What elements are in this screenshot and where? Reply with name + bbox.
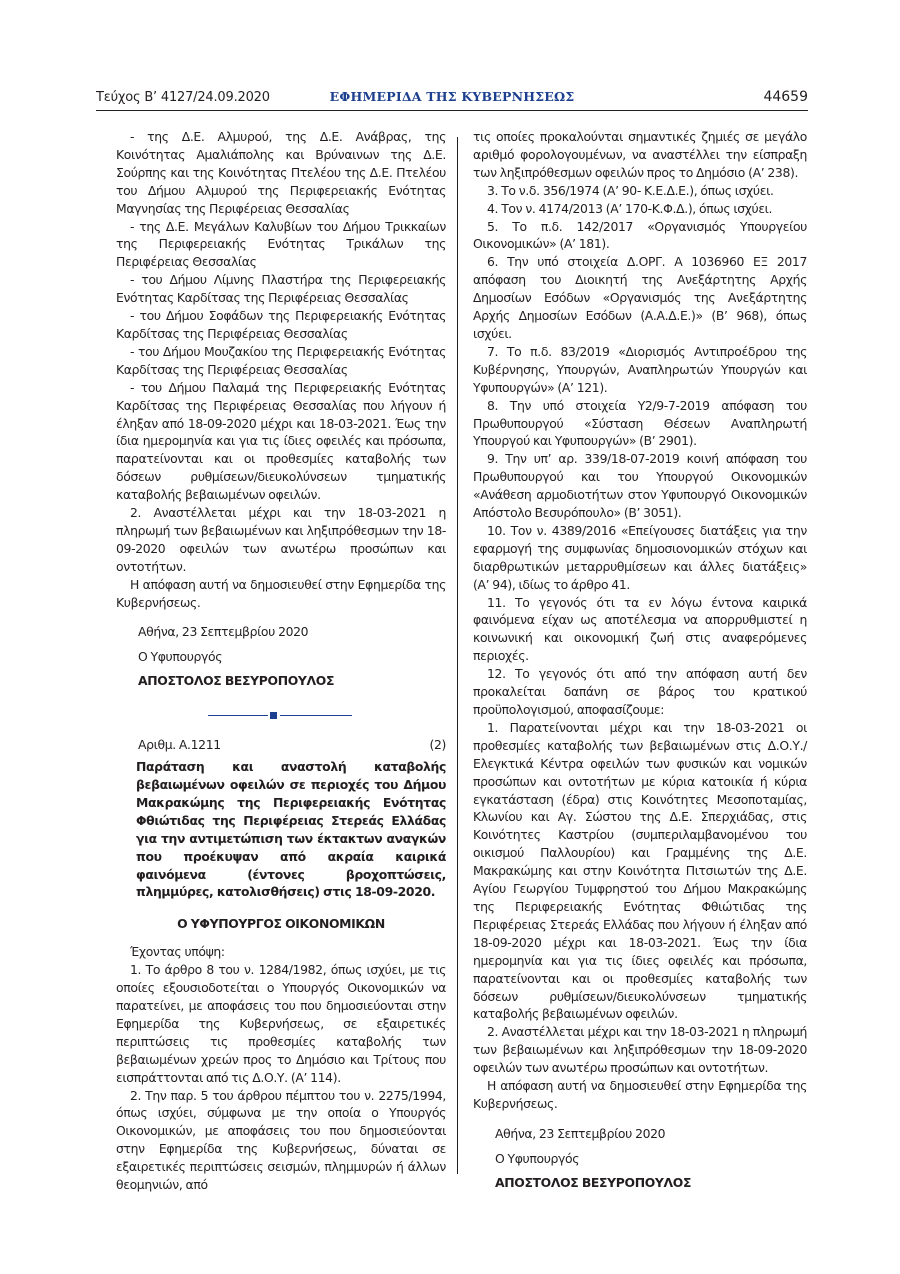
- paragraph: 1. Παρατείνονται μέχρι και την 18-03-2021 οι προθεσμίες καταβολής των βεβαιωμένων στις Δ.Ο.Υ./Ελεγκτικά Κέντρα οφειλών των φυσικών και νομικών προσώπων και οντοτήτων με κύρια κατοικία ή κύρια εγκατάσταση (έδρα) στις Κοινότητες Μεσοποταμίας, Κλωνίου και Αγ. Σώστου της Δ.Ε. Σπερχιάδας, στις Κοινότητες Καστρίου (συμπεριλαμβανομένου του οικισμού Παλλουρίου) και Γραμμένης της Δ.Ε. Μακρακώμης και στην Κοινότητα Πιτσιωτών της Δ.Ε. Αγίου Γεωργίου Τυμφρηστού του Δήμου Μακρακώμης της Περιφερειακής Ενότητας Φθιώτιδας της Περιφέρειας Στερεάς Ελλάδας που λήγουν ή έληξαν από 18-09-2020 μέχρι και 18-03-2021. Έως την ίδια ημερομηνία και για τις ίδιες οφειλές και πρόσωπα, παρατείνονται και οι προθεσμίες καταβολής των δόσεων ρυθμίσεων/διευκολύνσεων τμηματικής καταβολής βεβαιωμένων οφειλών.: [473, 719, 807, 1022]
- paragraph: - της Δ.Ε. Μεγάλων Καλυβίων του Δήμου Τρικκαίων της Περιφερειακής Ενότητας Τρικάλων της Περιφέρειας Θεσσαλίας: [116, 218, 446, 270]
- paragraph: - του Δήμου Λίμνης Πλαστήρα της Περιφερειακής Ενότητας Καρδίτσας της Περιφέρειας Θεσσαλίας: [116, 272, 446, 306]
- separator-line: [280, 715, 352, 716]
- decision-title: Παράταση και αναστολή καταβολής βεβαιωμένων οφειλών σε περιοχές του Δήμου Μακρακώμης της Περιφερειακής Ενότητας Φθιώτιδας της Περιφέρειας Στερεάς Ελλάδας για την αντιμετώπιση των έκτακτων αναγκών που προέκυψαν από ακραία καιρικά φαινόμενα (έντονες βροχοπτώσεις, πλημμύρες, κατολισθήσεις) στις 18-09-2020.: [136, 759, 446, 900]
- signature-date: Αθήνα, 23 Σεπτεμβρίου 2020: [495, 1125, 666, 1141]
- paragraph: 3. Το ν.δ. 356/1974 (Α’ 90- Κ.Ε.Δ.Ε.), όπως ισχύει.: [487, 182, 774, 198]
- paragraph: 8. Την υπό στοιχεία Υ2/9-7-2019 απόφαση του Πρωθυπουργού «Σύσταση Θέσεων Αναπληρωτή Υπουργού και Υφυπουργών» (Β’ 2901).: [473, 397, 807, 449]
- paragraph: Η απόφαση αυτή να δημοσιευθεί στην Εφημερίδα της Κυβερνήσεως.: [116, 576, 446, 610]
- minister-heading: Ο ΥΦΥΠΟΥΡΓΟΣ ΟΙΚΟΝΟΜΙΚΩΝ: [177, 916, 385, 932]
- header-rule: [96, 110, 808, 111]
- paragraph: 6. Την υπό στοιχεία Δ.ΟΡΓ. Α 1036960 ΕΞ 2017 απόφαση του Διοικητή της Ανεξάρτητης Αρχής Δημοσίων Εσόδων «Οργανισμός της Ανεξάρτητης Αρχής Δημοσίων Εσόδων (Α.Α.Δ.Ε.)» (Β’ 968), όπως ισχύει.: [473, 254, 807, 341]
- paragraph: 9. Την υπ’ αρ. 339/18-07-2019 κοινή απόφαση του Πρωθυπουργού και του Υπουργού Οικονομικών «Ανάθεση αρμοδιοτήτων στον Υφυπουργό Οικονομικών Απόστολο Βεσυρόπουλο» (Β’ 3051).: [473, 451, 807, 521]
- paragraph: - του Δήμου Σοφάδων της Περιφερειακής Ενότητας Καρδίτσας της Περιφέρειας Θεσσαλίας: [116, 308, 446, 341]
- left-column: [116, 128, 446, 1194]
- paragraph: 2. Αναστέλλεται μέχρι και την 18-03-2021 η πληρωμή των βεβαιωμένων και ληξιπρόθεσμων την 18-09-2020 οφειλών των ανωτέρω προσώπων και οντοτήτων.: [473, 1024, 807, 1076]
- paragraph: 4. Τον ν. 4174/2013 (Α’ 170-Κ.Φ.Δ.), όπως ισχύει.: [487, 200, 773, 216]
- signature-role: Ο Υφυπουργός: [138, 649, 223, 665]
- column-divider: [457, 137, 458, 1174]
- issue-number: Τεύχος Β’ 4127/24.09.2020: [96, 90, 270, 105]
- paragraph: 11. Το γεγονός ότι τα εν λόγω έντονα καιρικά φαινόμενα είχαν ως αποτέλεσμα να απορρυθμιστεί η κοινωνική και οικονομική ζωή στις αναφερόμενες περιοχές.: [473, 594, 807, 664]
- decision-number-row: [138, 736, 446, 754]
- decision-number: Αριθμ. Α.1211: [138, 737, 221, 753]
- signature-name: ΑΠΟΣΤΟΛΟΣ ΒΕΣΥΡΟΠΟΥΛΟΣ: [495, 1174, 692, 1190]
- section-separator: [116, 706, 446, 726]
- paragraph: 7. Το π.δ. 83/2019 «Διορισμός Αντιπροέδρου της Κυβέρνησης, Υπουργών, Αναπληρωτών Υπουργών και Υφυπουργών» (Α’ 121).: [473, 343, 807, 395]
- paragraph: 10. Τον ν. 4389/2016 «Επείγουσες διατάξεις για την εφαρμογή της συμφωνίας δημοσιονομικών στόχων και διαρθρωτικών μεταρρυθμίσεων και άλλες διατάξεις» (Α’ 94), ιδίως το άρθρο 41.: [473, 522, 807, 592]
- paragraph: 12. Το γεγονός ότι από την απόφαση αυτή δεν προκαλείται δαπάνη σε βάρος του κρατικού προϋπολογισμού, αποφασίζουμε:: [473, 666, 807, 717]
- decision-sequence: (2): [429, 737, 446, 753]
- signature-role: Ο Υφυπουργός: [495, 1150, 580, 1166]
- paragraph: - της Δ.Ε. Αλμυρού, της Δ.Ε. Ανάβρας, της Κοινότητας Αμαλιάπολης και Βρύναινων της Δ.Ε. Σούρπης και της Κοινότητας Πτελέου της Δ.Ε. Πτελέου του Δήμου Αλμυρού της Περιφερειακής Ενότητας Μαγνησίας της Περιφέρειας Θεσσαλίας: [116, 129, 446, 216]
- paragraph: 2. Την παρ. 5 του άρθρου πέμπτου του ν. 2275/1994, όπως ισχύει, σύμφωνα με την οποία ο Υπουργός Οικονομικών, με αποφάσεις του που δημοσιεύονται στην Εφημερίδα της Κυβερνήσεως, δύναται σε εξαιρετικές περιπτώσεις σεισμών, πλημμυρών ή άλλων θεομηνιών, από: [116, 1087, 446, 1193]
- page-number: 44659: [763, 89, 808, 105]
- signature-date: Αθήνα, 23 Σεπτεμβρίου 2020: [138, 624, 309, 640]
- paragraph: - του Δήμου Μουζακίου της Περιφερειακής Ενότητας Καρδίτσας της Περιφέρειας Θεσσαλίας: [116, 343, 446, 377]
- separator-square-icon: [270, 712, 277, 719]
- paragraph: - του Δήμου Παλαμά της Περιφερειακής Ενότητας Καρδίτσας της Περιφέρειας Θεσσαλίας που λήγουν ή έληξαν από 18-09-2020 μέχρι και 18-03-2021. Έως την ίδια ημερομηνία και για τις ίδιες οφειλές και πρόσωπα, παρατείνονται και οι προθεσμίες καταβολής των δόσεων ρυθμίσεων/διευκολύνσεων τμηματικής καταβολής βεβαιωμένων οφειλών.: [116, 379, 446, 503]
- paragraph: Η απόφαση αυτή να δημοσιευθεί στην Εφημερίδα της Κυβερνήσεως.: [473, 1078, 807, 1111]
- paragraph: 2. Αναστέλλεται μέχρι και την 18-03-2021 η πληρωμή των βεβαιωμένων και ληξιπρόθεσμων την 18-09-2020 οφειλών των ανωτέρω προσώπων και οντοτήτων.: [116, 505, 446, 574]
- paragraph: τις οποίες προκαλούνται σημαντικές ζημιές σε μεγάλο αριθμό φορολογουμένων, να αναστέλλει την είσπραξη των ληξιπρόθεσμων οφειλών προς το Δημόσιο (Α’ 238).: [473, 129, 807, 180]
- considering-label: Έχοντας υπόψη:: [130, 944, 225, 960]
- gazette-title: ΕΦΗΜΕΡΙΔΑ ΤΗΣ ΚΥΒΕΡΝΗΣΕΩΣ: [329, 89, 575, 104]
- separator-line: [208, 715, 268, 716]
- paragraph: 5. Το π.δ. 142/2017 «Οργανισμός Υπουργείου Οικονομικών» (Α’ 181).: [473, 218, 807, 252]
- right-column: [473, 128, 807, 1192]
- paragraph: 1. Το άρθρο 8 του ν. 1284/1982, όπως ισχύει, με τις οποίες εξουσιοδοτείται ο Υπουργός Οικονομικών να παρατείνει, με αποφάσεις του που δημοσιεύονται στην Εφημερίδα της Κυβερνήσεως, σε εξαιρετικές περιπτώσεις τις προθεσμίες καταβολής των βεβαιωμένων χρεών προς το Δημόσιο και Τρίτους που εισπράττονται από τις Δ.Ο.Υ. (Α’ 114).: [116, 962, 446, 1085]
- page-header: [96, 88, 808, 110]
- signature-name: ΑΠΟΣΤΟΛΟΣ ΒΕΣΥΡΟΠΟΥΛΟΣ: [138, 673, 335, 689]
